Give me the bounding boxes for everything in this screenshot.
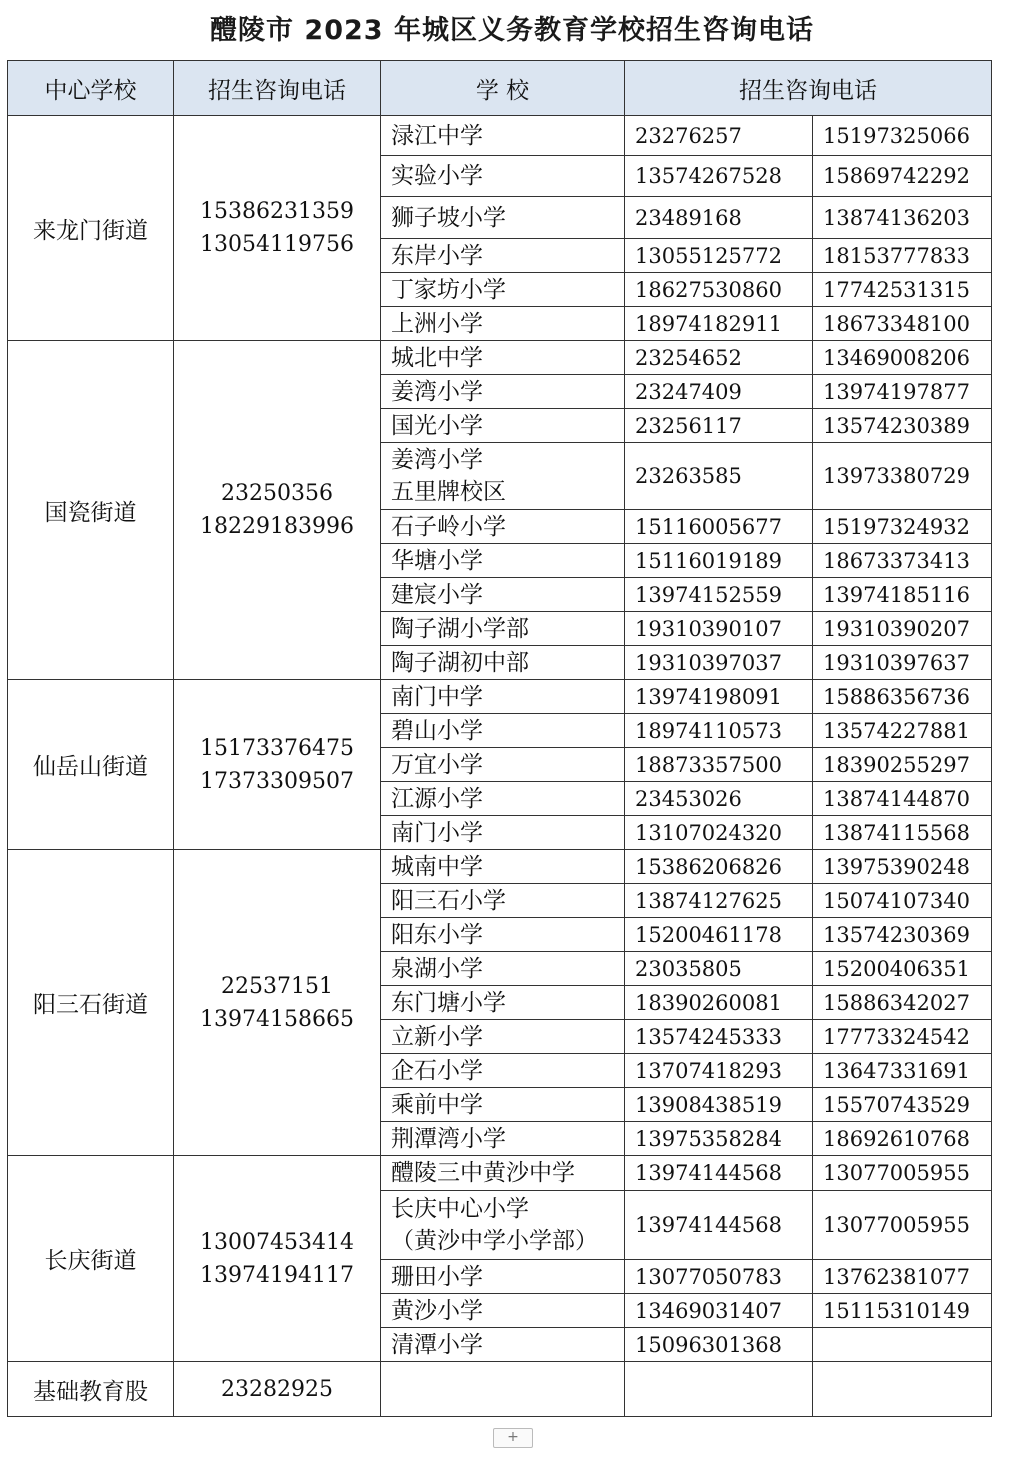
- center-phone-cell: [174, 341, 381, 680]
- school-name: 实验小学: [381, 156, 625, 197]
- school-phone-2: 15886356736: [813, 680, 992, 714]
- center-phone-number: 15173376475: [200, 735, 354, 761]
- center-phone-number: 22537151: [221, 973, 333, 999]
- school-name: 阳三石小学: [381, 884, 625, 918]
- school-name: 醴陵三中黄沙中学: [381, 1156, 625, 1191]
- school-name: [381, 1362, 625, 1417]
- school-phone-2: 13974197877: [813, 375, 992, 409]
- admission-phone-table: [7, 60, 992, 1417]
- center-phone-number: 13054119756: [200, 232, 354, 257]
- school-name: 姜湾小学: [381, 375, 625, 409]
- school-phone-1: 13974144568: [625, 1191, 813, 1260]
- school-phone-2: 13973380729: [813, 443, 992, 510]
- school-phone-1: 13469031407: [625, 1294, 813, 1328]
- school-phone-1: 13574267528: [625, 156, 813, 197]
- school-phone-1: 23247409: [625, 375, 813, 409]
- school-name: 南门中学: [381, 680, 625, 714]
- school-phone-2: [813, 1362, 992, 1417]
- school-phone-1: 18974182911: [625, 307, 813, 341]
- school-name-line: 五里牌校区: [391, 479, 506, 505]
- school-phone-1: 23276257: [625, 116, 813, 156]
- school-phone-1: 13077050783: [625, 1260, 813, 1294]
- school-phone-1: 13574245333: [625, 1020, 813, 1054]
- school-phone-2: 15200406351: [813, 952, 992, 986]
- school-name: 江源小学: [381, 782, 625, 816]
- school-phone-1: 13055125772: [625, 239, 813, 273]
- table-row: [8, 1156, 992, 1191]
- school-name: 黄沙小学: [381, 1294, 625, 1328]
- school-phone-2: 13975390248: [813, 850, 992, 884]
- center-phone-number: 17373309507: [200, 768, 354, 794]
- school-phone-2: 15886342027: [813, 986, 992, 1020]
- school-name: 珊田小学: [381, 1260, 625, 1294]
- add-row-button[interactable]: +: [493, 1428, 533, 1448]
- school-phone-1: 23254652: [625, 341, 813, 375]
- school-phone-1: 23489168: [625, 197, 813, 239]
- school-phone-1: 13975358284: [625, 1122, 813, 1156]
- school-phone-1: 13974198091: [625, 680, 813, 714]
- school-phone-2: 15074107340: [813, 884, 992, 918]
- school-name: 乘前中学: [381, 1088, 625, 1122]
- school-name: 陶子湖小学部: [381, 612, 625, 646]
- school-phone-1: 13974152559: [625, 578, 813, 612]
- center-phone-number: 13007453414: [200, 1229, 354, 1255]
- school-phone-1: 13874127625: [625, 884, 813, 918]
- school-phone-2: 19310397637: [813, 646, 992, 680]
- center-phone-number: 15386231359: [200, 199, 354, 224]
- school-phone-2: 13974185116: [813, 578, 992, 612]
- school-phone-2: 13647331691: [813, 1054, 992, 1088]
- school-phone-2: 13574227881: [813, 714, 992, 748]
- school-name: 渌江中学: [381, 116, 625, 156]
- header-center-phone: 招生咨询电话: [174, 61, 381, 116]
- center-school-name: 来龙门街道: [8, 116, 174, 341]
- table-row: [8, 850, 992, 884]
- center-school-name: 国瓷街道: [8, 341, 174, 680]
- center-phone-cell: [174, 850, 381, 1156]
- school-phone-2: 15197324932: [813, 510, 992, 544]
- center-phone-number: 13974194117: [200, 1262, 354, 1288]
- school-name-line: 姜湾小学: [391, 447, 483, 473]
- school-name: 碧山小学: [381, 714, 625, 748]
- school-phone-2: 18153777833: [813, 239, 992, 273]
- school-phone-1: 13707418293: [625, 1054, 813, 1088]
- school-name: 泉湖小学: [381, 952, 625, 986]
- header-center-school: 中心学校: [8, 61, 174, 116]
- header-school-phone: 招生咨询电话: [625, 61, 992, 116]
- school-phone-2: 13874115568: [813, 816, 992, 850]
- school-name: 荆潭湾小学: [381, 1122, 625, 1156]
- school-phone-1: 23035805: [625, 952, 813, 986]
- school-phone-1: 15116005677: [625, 510, 813, 544]
- school-phone-2: 13077005955: [813, 1191, 992, 1260]
- center-school-name: 仙岳山街道: [8, 680, 174, 850]
- school-name: 陶子湖初中部: [381, 646, 625, 680]
- school-phone-1: 13107024320: [625, 816, 813, 850]
- school-phone-2: 18390255297: [813, 748, 992, 782]
- school-name: 阳东小学: [381, 918, 625, 952]
- school-name: 城南中学: [381, 850, 625, 884]
- school-phone-2: 18673348100: [813, 307, 992, 341]
- school-name: [381, 1191, 625, 1260]
- school-name: 上洲小学: [381, 307, 625, 341]
- school-name: 东岸小学: [381, 239, 625, 273]
- school-name: 国光小学: [381, 409, 625, 443]
- school-phone-1: 19310390107: [625, 612, 813, 646]
- school-phone-1: 15200461178: [625, 918, 813, 952]
- page-title: 醴陵市 2023 年城区义务教育学校招生咨询电话: [210, 15, 814, 46]
- school-phone-2: 13574230389: [813, 409, 992, 443]
- school-phone-2: 19310390207: [813, 612, 992, 646]
- school-phone-2: 13762381077: [813, 1260, 992, 1294]
- school-phone-1: 23453026: [625, 782, 813, 816]
- school-phone-2: 17773324542: [813, 1020, 992, 1054]
- center-school-name: 长庆街道: [8, 1156, 174, 1362]
- school-name-line: 长庆中心小学: [391, 1196, 529, 1222]
- school-name: 立新小学: [381, 1020, 625, 1054]
- school-phone-1: 13908438519: [625, 1088, 813, 1122]
- school-phone-2: 13574230369: [813, 918, 992, 952]
- center-phone-cell: [174, 680, 381, 850]
- table-row: [8, 1362, 992, 1417]
- school-name: 东门塘小学: [381, 986, 625, 1020]
- header-school: 学 校: [381, 61, 625, 116]
- school-name: 企石小学: [381, 1054, 625, 1088]
- school-phone-1: 13974144568: [625, 1156, 813, 1191]
- table-row: [8, 116, 992, 156]
- center-phone-number: 23282925: [221, 1376, 333, 1402]
- table-body: [8, 116, 992, 1417]
- school-phone-1: 15386206826: [625, 850, 813, 884]
- school-name-line: （黄沙中学小学部）: [391, 1228, 598, 1254]
- center-school-name: 基础教育股: [8, 1362, 174, 1417]
- school-name: 石子岭小学: [381, 510, 625, 544]
- school-name: 华塘小学: [381, 544, 625, 578]
- school-name: 狮子坡小学: [381, 197, 625, 239]
- school-phone-2: 13077005955: [813, 1156, 992, 1191]
- school-phone-1: 18974110573: [625, 714, 813, 748]
- table-row: [8, 680, 992, 714]
- center-phone-number: 18229183996: [200, 514, 354, 539]
- center-phone-number: 23250356: [221, 481, 333, 506]
- school-phone-1: 15116019189: [625, 544, 813, 578]
- school-phone-2: [813, 1328, 992, 1362]
- center-phone-cell: [174, 116, 381, 341]
- school-phone-2: 13874136203: [813, 197, 992, 239]
- school-phone-1: 23256117: [625, 409, 813, 443]
- school-name: 清潭小学: [381, 1328, 625, 1362]
- school-name: [381, 443, 625, 510]
- center-school-name: 阳三石街道: [8, 850, 174, 1156]
- school-phone-2: 18692610768: [813, 1122, 992, 1156]
- school-name: 丁家坊小学: [381, 273, 625, 307]
- school-phone-1: 18627530860: [625, 273, 813, 307]
- table-row: [8, 341, 992, 375]
- school-phone-1: 19310397037: [625, 646, 813, 680]
- center-phone-number: 13974158665: [200, 1006, 354, 1032]
- school-phone-1: [625, 1362, 813, 1417]
- table-header-row: [8, 61, 992, 116]
- school-name: 南门小学: [381, 816, 625, 850]
- school-phone-2: 15570743529: [813, 1088, 992, 1122]
- school-phone-2: 15197325066: [813, 116, 992, 156]
- school-phone-2: 13874144870: [813, 782, 992, 816]
- school-name: 万宜小学: [381, 748, 625, 782]
- school-name: 城北中学: [381, 341, 625, 375]
- school-phone-2: 17742531315: [813, 273, 992, 307]
- school-phone-2: 18673373413: [813, 544, 992, 578]
- school-phone-1: 15096301368: [625, 1328, 813, 1362]
- school-phone-1: 23263585: [625, 443, 813, 510]
- school-phone-2: 15115310149: [813, 1294, 992, 1328]
- school-phone-2: 13469008206: [813, 341, 992, 375]
- center-phone-cell: [174, 1156, 381, 1362]
- center-phone-cell: [174, 1362, 381, 1417]
- school-phone-1: 18873357500: [625, 748, 813, 782]
- school-phone-2: 15869742292: [813, 156, 992, 197]
- school-name: 建宸小学: [381, 578, 625, 612]
- school-phone-1: 18390260081: [625, 986, 813, 1020]
